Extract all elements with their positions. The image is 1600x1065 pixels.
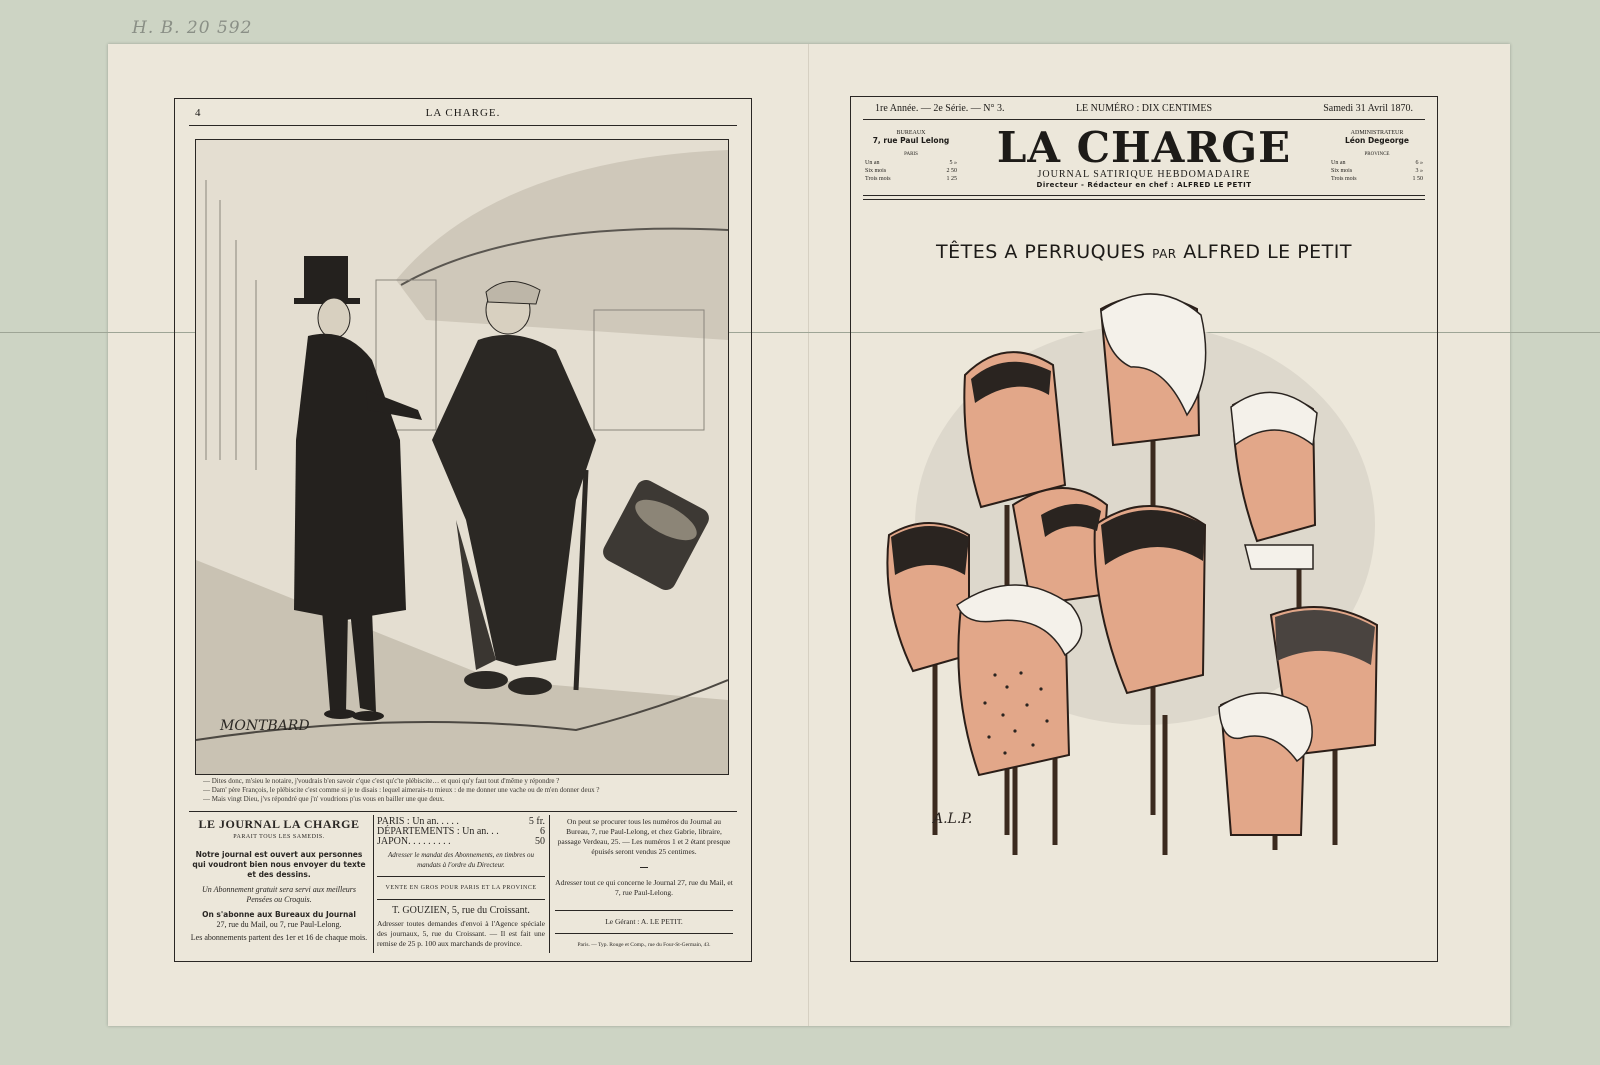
rate-label: Six mois <box>865 168 887 174</box>
rates-column <box>377 817 545 949</box>
rate-label: Trois mois <box>1331 176 1357 182</box>
back-issues-note: On peut se procurer tous les numéros du Journal au Bureau, 7, rue Paul-Lelong, et chez Gabrie, libraire, passage Verdeau, 25. — Les numéros 1 et 2 étant presque épuisés seront vendus 25 centimes. <box>557 817 731 856</box>
cartoon-drawing <box>196 140 728 774</box>
running-head-rule <box>189 125 737 126</box>
cartoon-illustration <box>195 139 729 775</box>
agency-note: Adresser toutes demandes d'envoi à l'Agence spéciale des journaux, 5, rue du Croissant. — Il est fait une remise de 25 p. 100 aux marchands de province. <box>377 919 545 948</box>
wig-heads-illustration <box>865 275 1423 875</box>
divider <box>555 933 733 934</box>
rate-value: 5 » <box>949 160 957 166</box>
masthead-subtitle: JOURNAL SATIRIQUE HEBDOMADAIRE <box>1037 169 1251 180</box>
masthead-rule <box>863 119 1425 120</box>
illustration-monogram: A.L.P. <box>933 811 973 827</box>
wig-heads-drawing <box>865 275 1423 875</box>
contribution-notice: Notre journal est ouvert aux personnes qui voudront bien nous envoyer du texte et des dessins. <box>192 850 366 879</box>
rate-label: Un an <box>1331 160 1346 166</box>
rate-label: JAPON. . . . . . . . . <box>377 836 451 847</box>
rate-value: 1 25 <box>946 176 957 182</box>
bureaux-address: 7, rue Paul Lelong <box>872 136 950 145</box>
rate-label: Six mois <box>1331 168 1353 174</box>
subscription-dates: Les abonnements partent des 1er et 16 de chaque mois. <box>190 933 368 942</box>
headline-par: PAR <box>1152 247 1177 261</box>
masthead-double-rule <box>863 195 1425 200</box>
rate-value: 6 <box>540 826 545 837</box>
running-title: LA CHARGE. <box>425 107 501 119</box>
rate-label: Un an <box>865 160 880 166</box>
divider <box>555 910 733 911</box>
right-page <box>850 96 1438 962</box>
page-number: 4 <box>195 107 201 119</box>
columns-top-rule <box>189 811 737 812</box>
divider <box>377 899 545 900</box>
bureaux-label: BUREAUX <box>896 130 926 136</box>
headline-main: TÊTES A PERRUQUES <box>936 241 1146 263</box>
rate-value: 1 50 <box>1412 176 1423 182</box>
caption-line: — Mais vingt Dieu, j'vs répondré que j'n' voudrions p'us vous en bailler une que deux. <box>203 795 445 803</box>
rate-row <box>1331 167 1423 175</box>
rate-value: 3 » <box>1415 168 1423 174</box>
rate-value: 2 50 <box>946 168 957 174</box>
office-address: 27, rue du Mail, ou 7, rue Paul-Lelong. <box>216 920 342 929</box>
printer-note: Paris. — Typ. Rouge et Comp., rue du Four-St-Germain, 43. <box>577 942 711 948</box>
caption-line: — Dam' père François, le plébiscite c'est comme si je te disais : lequel aimerais-tu mieux : de me donner une vache ou de m'en donner deux ? <box>203 786 600 794</box>
rate-label: DÉPARTEMENTS : Un an. . . <box>377 826 499 837</box>
cartoon-caption <box>203 777 723 804</box>
wholesale-title: VENTE EN GROS POUR PARIS ET LA PROVINCE <box>385 885 537 891</box>
admin-name: Léon Degeorge <box>1344 136 1410 145</box>
rate-row <box>377 837 545 847</box>
rate-value: 6 » <box>1415 160 1423 166</box>
cover-headline <box>851 241 1437 263</box>
correspondence-note: Adresser tout ce qui concerne le Journal 27, rue du Mail, et 7, rue Paul-Lelong. <box>555 878 733 897</box>
administrator-box <box>1331 129 1423 183</box>
cartoon-signature: MONTBARD <box>220 718 310 734</box>
issue-price: LE NUMÉRO : DIX CENTIMES <box>1075 103 1213 114</box>
issue-date: Samedi 31 Avril 1870. <box>1323 103 1413 114</box>
column-divider <box>373 815 374 953</box>
center-crease <box>808 44 809 1026</box>
issue-number: 1re Année. — 2e Série. — N° 3. <box>875 103 1005 114</box>
left-page <box>174 98 752 962</box>
subscribe-notice: On s'abonne aux Bureaux du Journal <box>202 910 356 919</box>
masthead-title: LA CHARGE <box>996 123 1292 172</box>
wholesaler-name: T. GOUZIEN, 5, rue du Croissant. <box>392 905 530 916</box>
divider <box>377 876 545 877</box>
admin-region: PROVINCE <box>1364 152 1390 157</box>
masthead-director: Directeur - Rédacteur en chef : ALFRED LE PETIT <box>1036 181 1252 189</box>
back-issues-column <box>555 817 733 950</box>
rate-row <box>1331 159 1423 167</box>
divider <box>640 867 648 868</box>
headline-author: ALFRED LE PETIT <box>1183 241 1352 263</box>
journal-info-column <box>189 817 369 943</box>
journal-title: LE JOURNAL LA CHARGE <box>198 817 360 831</box>
mandate-note: Adresser le mandat des Abonnements, en timbres ou mandats à l'ordre du Directeur. <box>388 851 534 869</box>
shelfmark: H. B. 20 592 <box>132 18 253 38</box>
journal-frequency: PARAIT TOUS LES SAMEDIS. <box>233 834 325 840</box>
rate-label: Trois mois <box>865 176 891 182</box>
column-divider <box>549 815 550 953</box>
manager-name: Le Gérant : A. LE PETIT. <box>605 917 683 926</box>
admin-label: ADMINISTRATEUR <box>1350 130 1404 136</box>
rate-value: 5 fr. <box>528 816 545 827</box>
caption-line: — Dites donc, m'sieu le notaire, j'voudrais b'en savoir c'que c'est qu'c'te plébiscite… et quoi qu'y faut tout d'même y répondre ? <box>203 777 560 785</box>
rate-label: PARIS : Un an. . . . . <box>377 816 459 827</box>
bureaux-region: PARIS <box>904 152 918 157</box>
rate-value: 50 <box>535 836 545 847</box>
rate-row <box>1331 175 1423 183</box>
free-subscription-note: Un Abonnement gratuit sera servi aux meilleurs Pensées ou Croquis. <box>201 885 357 904</box>
